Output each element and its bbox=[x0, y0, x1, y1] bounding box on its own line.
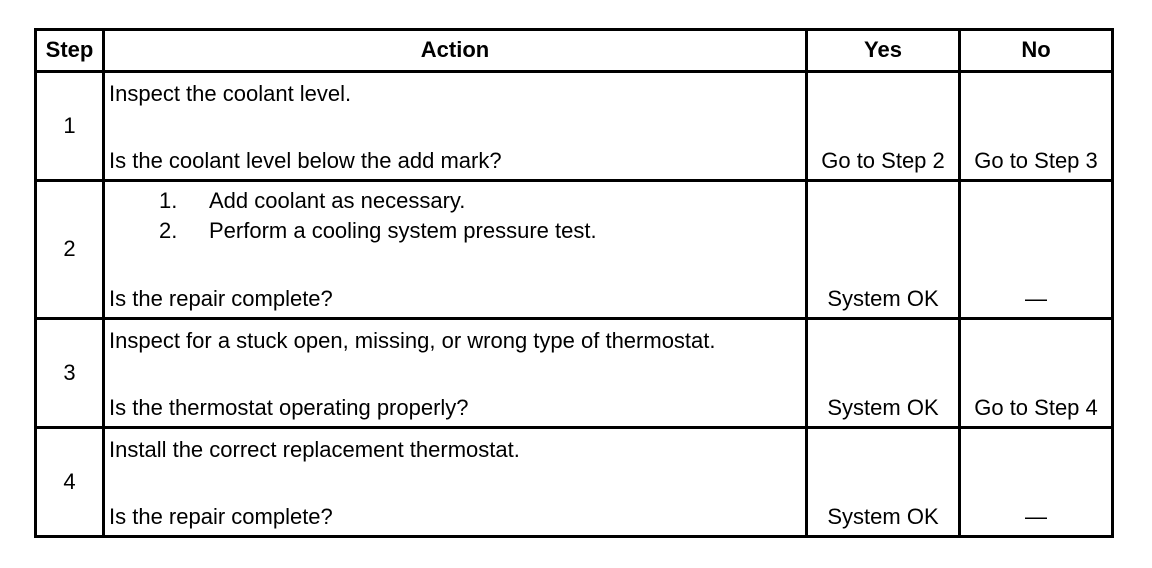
action-cell bbox=[104, 72, 807, 181]
action-cell bbox=[104, 428, 807, 537]
yes-result: System OK bbox=[807, 319, 960, 428]
action-question: Is the thermostat operating properly? bbox=[109, 394, 469, 420]
substep-list bbox=[109, 188, 801, 249]
yes-result: System OK bbox=[807, 181, 960, 319]
table-row bbox=[36, 72, 1113, 181]
step-number: 4 bbox=[36, 428, 104, 537]
header-row bbox=[36, 30, 1113, 72]
no-result: — bbox=[960, 181, 1113, 319]
action-question: Is the repair complete? bbox=[109, 285, 333, 311]
yes-result: Go to Step 2 bbox=[807, 72, 960, 181]
action-question: Is the coolant level below the add mark? bbox=[109, 147, 502, 173]
header-step: Step bbox=[36, 30, 104, 72]
action-instruction: Inspect for a stuck open, missing, or wrong type of thermostat. bbox=[109, 328, 716, 353]
table-row bbox=[36, 319, 1113, 428]
list-item bbox=[159, 218, 801, 244]
action-cell bbox=[104, 181, 807, 319]
substep-number: 2. bbox=[159, 218, 178, 244]
no-result: — bbox=[960, 428, 1113, 537]
header-action: Action bbox=[104, 30, 807, 72]
substep-text: Add coolant as necessary. bbox=[209, 188, 466, 213]
table-row bbox=[36, 181, 1113, 319]
diagnostic-table bbox=[34, 28, 1114, 538]
no-result: Go to Step 3 bbox=[960, 72, 1113, 181]
substep-text: Perform a cooling system pressure test. bbox=[209, 218, 597, 244]
table-row bbox=[36, 428, 1113, 537]
header-yes: Yes bbox=[807, 30, 960, 72]
step-number: 2 bbox=[36, 181, 104, 319]
step-number: 1 bbox=[36, 72, 104, 181]
list-item bbox=[159, 188, 801, 214]
substep-number: 1. bbox=[159, 188, 178, 213]
step-number: 3 bbox=[36, 319, 104, 428]
header-no: No bbox=[960, 30, 1113, 72]
action-instruction: Inspect the coolant level. bbox=[109, 81, 352, 106]
action-cell bbox=[104, 319, 807, 428]
action-question: Is the repair complete? bbox=[109, 503, 333, 529]
no-result: Go to Step 4 bbox=[960, 319, 1113, 428]
action-instruction: Install the correct replacement thermostat. bbox=[109, 437, 520, 462]
yes-result: System OK bbox=[807, 428, 960, 537]
